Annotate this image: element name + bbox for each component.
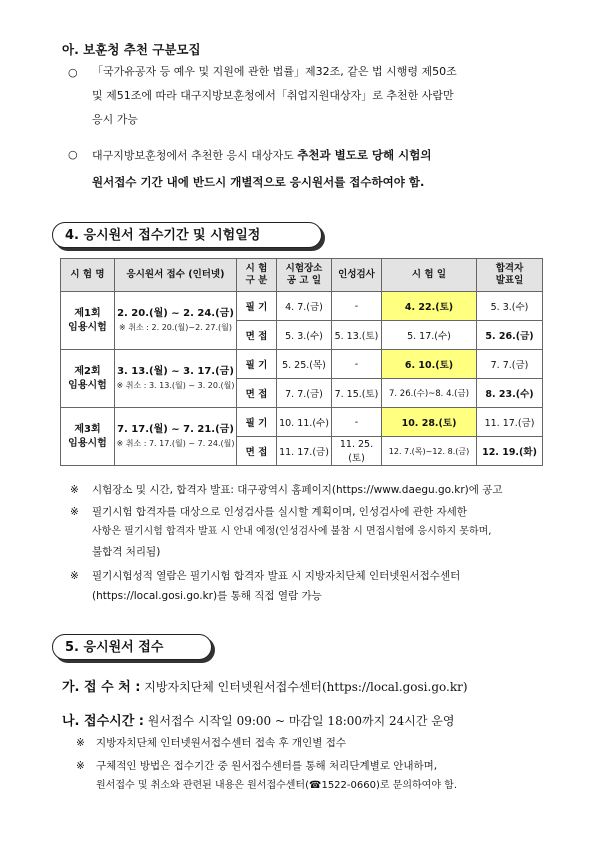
header-division: 시 험 구 분: [237, 259, 277, 292]
text-line: 응시 가능: [92, 113, 139, 126]
reception-time-value: 원서접수 시작일 09:00 ~ 마감일 18:00까지 24시간 운영: [143, 714, 455, 728]
reception-place-value: 지방자치단체 인터넷원서접수센터(https://local.gosi.go.kr): [140, 680, 468, 694]
text-line: 및 제51조에 따라 대구지방보훈청에서「취업지원대상자」로 추천한 사람만: [92, 89, 454, 102]
reception-time-label: 나. 접수시간 :: [62, 714, 144, 729]
division-cell: 면 접: [237, 321, 277, 350]
text-line: [92, 142, 552, 169]
text-line: 「국가유공자 등 예우 및 지원에 관한 법률」제32조, 같은 법 시행령 제50조: [92, 65, 457, 78]
venue-cell: 11. 17.(금): [277, 437, 332, 466]
note-text: 원서접수 및 취소와 관련된 내용은 원서접수센터(☎1522-0660)로 문의하여야 함.: [96, 780, 458, 791]
note-mark: ※: [70, 506, 79, 518]
schedule-note-2: [70, 502, 550, 562]
division-cell: 면 접: [237, 379, 277, 408]
reception-place-label: 가. 접 수 처 :: [62, 680, 141, 695]
result-cell: 11. 17.(금): [477, 408, 543, 437]
reception-period-cell: [115, 350, 237, 408]
header-venue: 시험장소 공 고 일: [277, 259, 332, 292]
section-5-title: 5. 응시원서 접수: [52, 634, 212, 660]
reception-note-1: [76, 733, 546, 753]
personality-cell: 5. 13.(토): [332, 321, 382, 350]
schedule-note-1: [70, 480, 550, 500]
result-cell: 5. 26.(금): [477, 321, 543, 350]
note-mark: ※: [70, 570, 79, 582]
recommend-item-2: [92, 142, 552, 195]
subsection-title: 아. 보훈청 추천 구분모집: [62, 42, 201, 57]
normal-text: 대구지방보훈청에서 추천한 응시 대상자도: [92, 149, 298, 162]
exam-date-cell: 5. 17.(수): [382, 321, 477, 350]
exam-date-cell: 10. 28.(토): [382, 408, 477, 437]
venue-cell: 5. 25.(목): [277, 350, 332, 379]
table-header-row: [61, 259, 543, 292]
personality-cell: 11. 25.(토): [332, 437, 382, 466]
section-4-title: 4. 응시원서 접수기간 및 시험일정: [52, 222, 322, 248]
emphasis-text: 원서접수 기간 내에 반드시 개별적으로 응시원서를 접수하여야 함.: [92, 175, 425, 189]
note-text: 지방자치단체 인터넷원서접수센터 접속 후 개인별 접수: [96, 737, 346, 749]
division-cell: 면 접: [237, 437, 277, 466]
note-text: (https://local.gosi.go.kr)를 통해 직접 열람 가능: [92, 590, 322, 602]
recommend-item-1: [92, 60, 552, 132]
reception-period: 2. 20.(월) ~ 2. 24.(금): [117, 307, 234, 319]
header-exam-date: 시 험 일: [382, 259, 477, 292]
note-text: 사항은 필기시험 합격자 발표 시 안내 예정(인성검사에 불참 시 면접시험에 응시하지 못하며,: [92, 526, 492, 537]
emphasis-text: 추천과 별도로 당해 시험의: [297, 148, 432, 162]
bullet-circle: ○: [68, 66, 78, 79]
reception-place: [62, 676, 468, 695]
header-personality: 인성검사: [332, 259, 382, 292]
reception-period-cell: [115, 408, 237, 466]
venue-cell: 5. 3.(수): [277, 321, 332, 350]
round-name: 제3회 임용시험: [61, 408, 115, 466]
reception-period-cell: [115, 292, 237, 350]
personality-cell: 7. 15.(토): [332, 379, 382, 408]
venue-cell: 4. 7.(금): [277, 292, 332, 321]
division-cell: 필 기: [237, 408, 277, 437]
cancel-period: ※ 취소 : 2. 20.(월)~2. 27.(월): [119, 322, 232, 332]
note-text: 구체적인 방법은 접수기간 중 원서접수센터를 통해 처리단계별로 안내하며,: [96, 760, 438, 772]
result-cell: 5. 3.(수): [477, 292, 543, 321]
result-cell: 12. 19.(화): [477, 437, 543, 466]
exam-date-cell: 6. 10.(토): [382, 350, 477, 379]
header-reception: 응시원서 접수 (인터넷): [115, 259, 237, 292]
exam-date-cell: 12. 7.(목)~12. 8.(금): [382, 437, 477, 466]
exam-schedule-table: [60, 258, 543, 466]
division-cell: 필 기: [237, 350, 277, 379]
reception-period: 3. 13.(월) ~ 3. 17.(금): [117, 365, 234, 377]
table-row: [61, 292, 543, 321]
exam-date-cell: 4. 22.(토): [382, 292, 477, 321]
note-mark: ※: [70, 484, 79, 496]
note-mark: ※: [76, 737, 85, 749]
result-cell: 7. 7.(금): [477, 350, 543, 379]
division-cell: 필 기: [237, 292, 277, 321]
venue-cell: 10. 11.(수): [277, 408, 332, 437]
venue-cell: 7. 7.(금): [277, 379, 332, 408]
bullet-circle: ○: [68, 148, 78, 161]
reception-note-2: [76, 756, 546, 796]
cancel-period: ※ 취소 : 3. 13.(월) ~ 3. 20.(월): [116, 380, 235, 390]
reception-period: 7. 17.(월) ~ 7. 21.(금): [117, 423, 234, 435]
header-exam-name: 시 험 명: [61, 259, 115, 292]
reception-time: [62, 710, 454, 729]
table-row: [61, 408, 543, 437]
note-text: 불합격 처리됨): [92, 546, 161, 558]
personality-cell: -: [332, 350, 382, 379]
personality-cell: -: [332, 408, 382, 437]
schedule-note-3: [70, 566, 550, 606]
result-cell: 8. 23.(수): [477, 379, 543, 408]
table-row: [61, 350, 543, 379]
note-text: 필기시험성적 열람은 필기시험 합격자 발표 시 지방자치단체 인터넷원서접수센터: [92, 570, 461, 582]
note-text: 시험장소 및 시간, 합격자 발표: 대구광역시 홈페이지(https://www.daegu.go.kr)에 공고: [92, 484, 503, 496]
exam-date-cell: 7. 26.(수)~8. 4.(금): [382, 379, 477, 408]
cancel-period: ※ 취소 : 7. 17.(월) ~ 7. 24.(월): [116, 438, 235, 448]
round-name: 제2회 임용시험: [61, 350, 115, 408]
header-result: 합격자 발표일: [477, 259, 543, 292]
round-name: 제1회 임용시험: [61, 292, 115, 350]
personality-cell: -: [332, 292, 382, 321]
note-text: 필기시험 합격자를 대상으로 인성검사를 실시할 계획이며, 인성검사에 관한 자세한: [92, 506, 467, 518]
note-mark: ※: [76, 760, 85, 772]
